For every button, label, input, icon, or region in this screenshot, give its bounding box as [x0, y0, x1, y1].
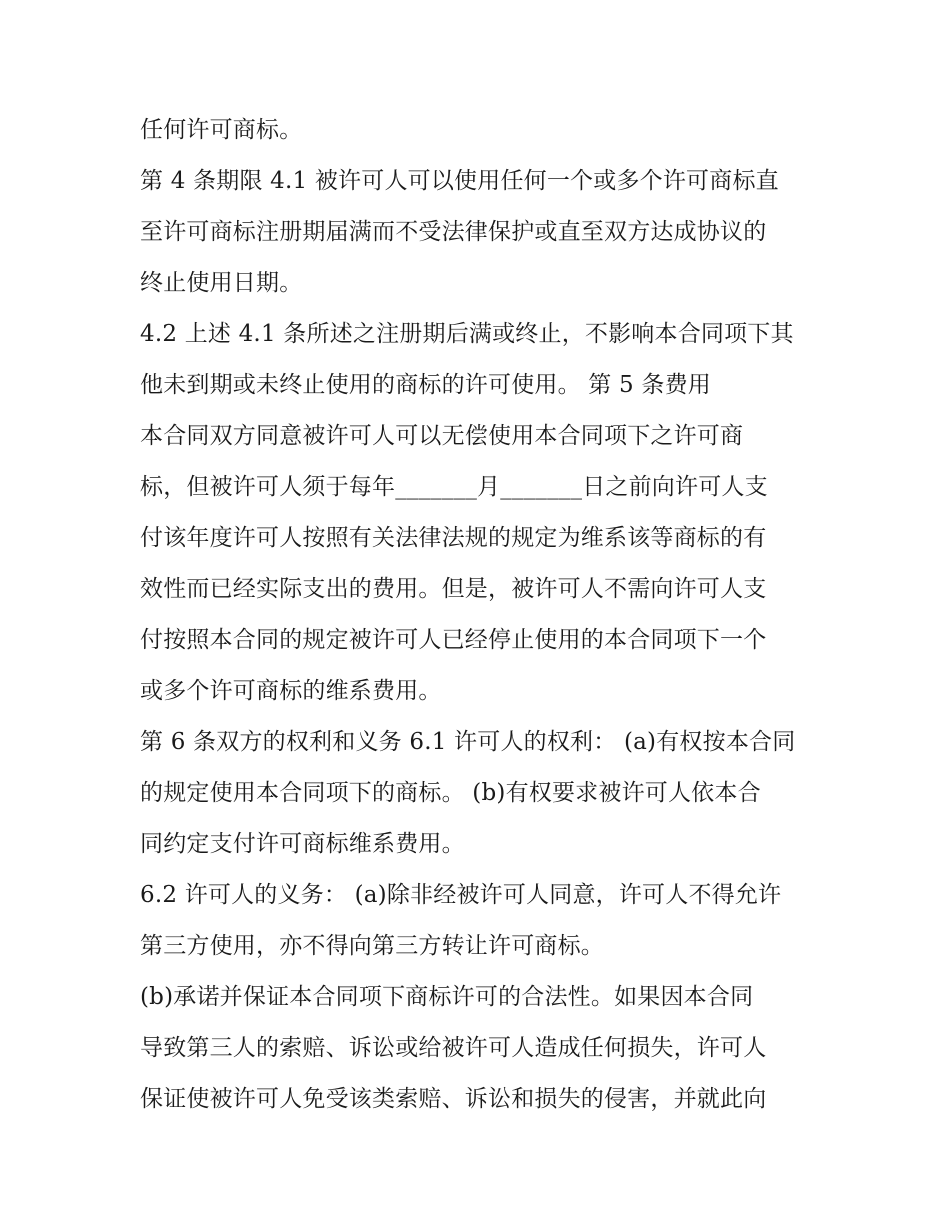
text-line: 终止使用日期。	[140, 270, 303, 296]
text-line: 付按照本合同的规定被许可人已经停止使用的本合同项下一个	[140, 627, 767, 653]
document-body	[140, 105, 820, 1125]
text-line: 保证使被许可人免受该类索赔、诉讼和损失的侵害，并就此向	[140, 1086, 767, 1112]
text-line: 至许可商标注册期届满而不受法律保护或直至双方达成协议的	[140, 219, 767, 245]
text-line: (b)承诺并保证本合同项下商标许可的合法性。如果因本合同	[140, 984, 754, 1010]
text-line: 第 6 条双方的权利和义务 6.1 许可人的权利： (a)有权按本合同	[140, 729, 796, 755]
text-line: 导致第三人的索赔、诉讼或给被许可人造成任何损失，许可人	[140, 1035, 767, 1061]
text-line: 4.2 上述 4.1 条所述之注册期后满或终止，不影响本合同项下其	[140, 321, 794, 347]
text-line: 他未到期或未终止使用的商标的许可使用。 第 5 条费用	[140, 372, 711, 398]
text-line: 效性而已经实际支出的费用。但是，被许可人不需向许可人支	[140, 576, 767, 602]
text-line: 或多个许可商标的维系费用。	[140, 678, 442, 704]
text-line: 标，但被许可人须于每年_______月_______日之前向许可人支	[140, 474, 768, 500]
text-line: 本合同双方同意被许可人可以无偿使用本合同项下之许可商	[140, 423, 744, 449]
text-line: 的规定使用本合同项下的商标。 (b)有权要求被许可人依本合	[140, 780, 761, 806]
text-line: 同约定支付许可商标维系费用。	[140, 831, 465, 857]
text-line: 第 4 条期限 4.1 被许可人可以使用任何一个或多个许可商标直	[140, 168, 779, 194]
text-line: 任何许可商标。	[140, 117, 303, 143]
text-line: 第三方使用，亦不得向第三方转让许可商标。	[140, 933, 604, 959]
text-line: 付该年度许可人按照有关法律法规的规定为维系该等商标的有	[140, 525, 767, 551]
text-line: 6.2 许可人的义务： (a)除非经被许可人同意，许可人不得允许	[140, 882, 782, 908]
